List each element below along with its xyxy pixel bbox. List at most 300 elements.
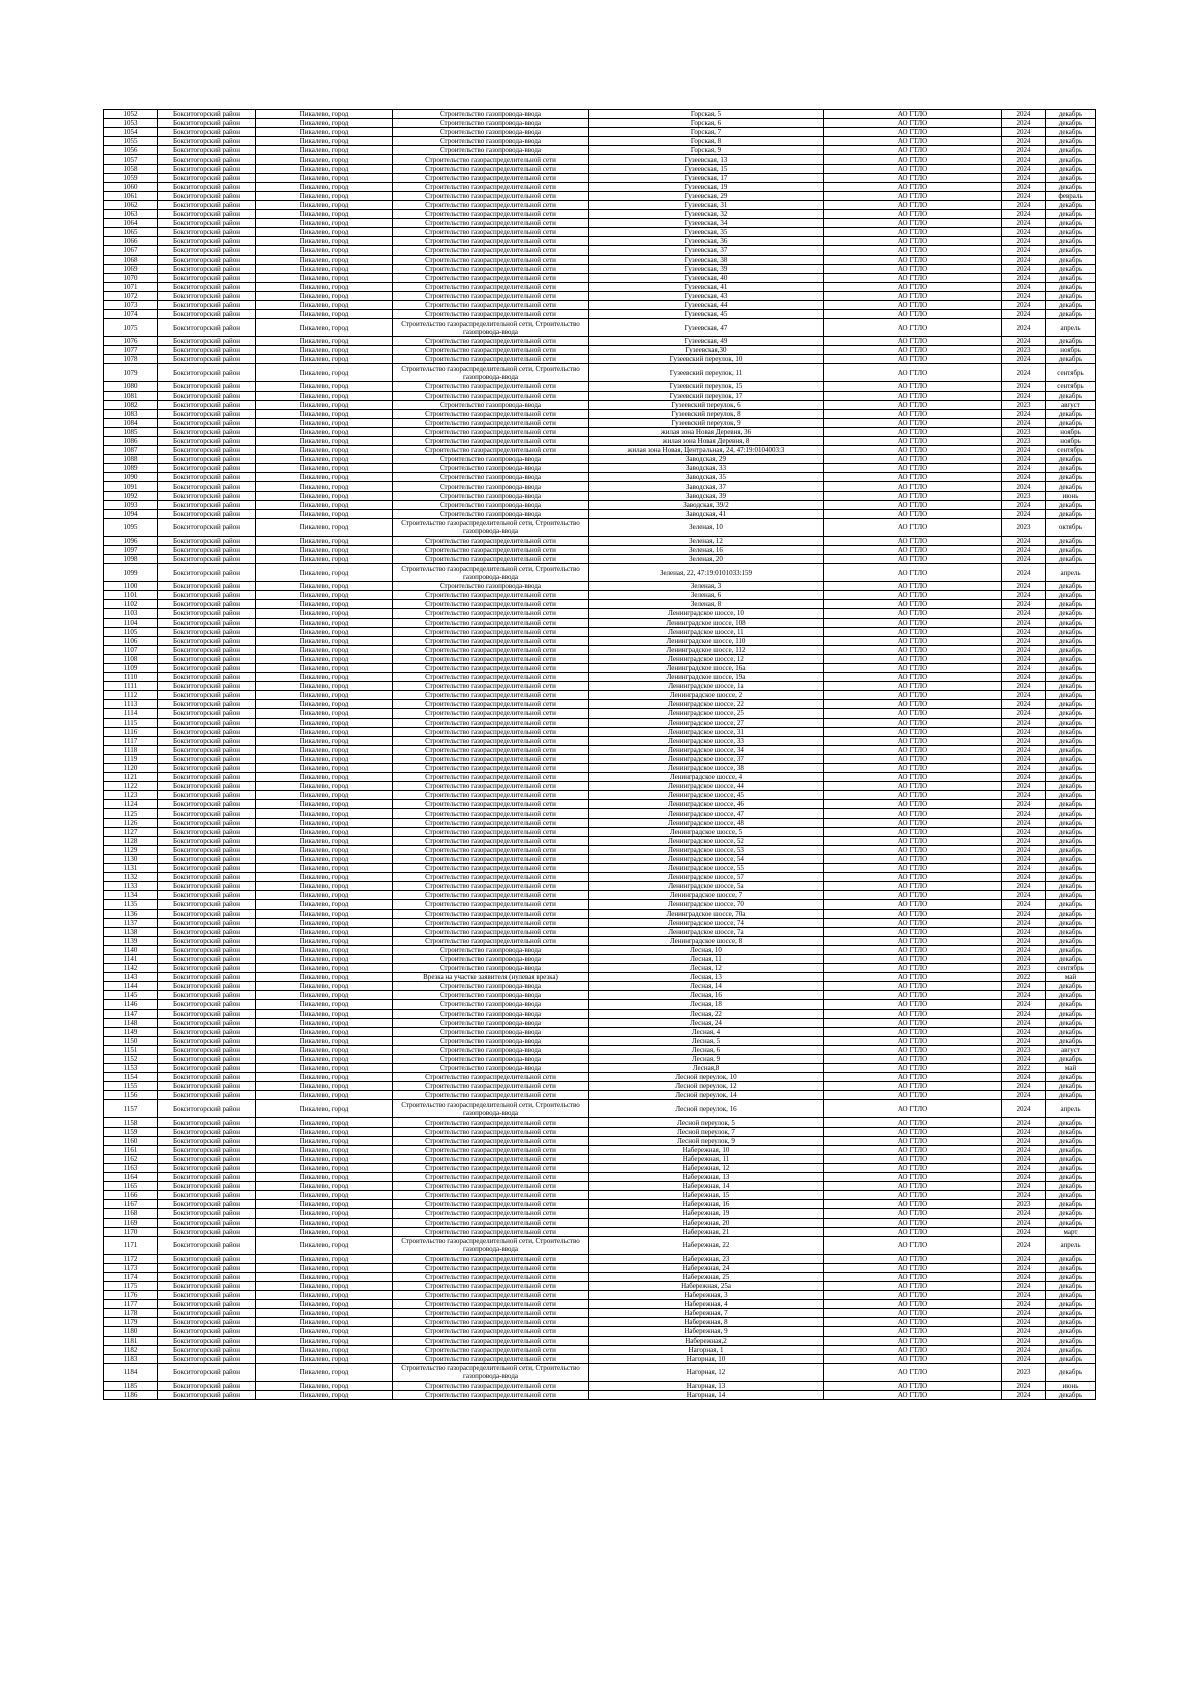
table-row	[104, 1318, 1096, 1327]
row-number-cell: 1171	[104, 1236, 158, 1254]
month-cell: декабрь	[1046, 1272, 1096, 1281]
settlement-cell: Пикалево, город	[256, 973, 393, 982]
work-type-cell: Строительство газораспределительной сети	[393, 1209, 589, 1218]
table-row	[104, 355, 1096, 364]
month-cell: декабрь	[1046, 173, 1096, 182]
address-cell: Ленинградское шоссе, 53	[589, 845, 824, 854]
year-cell: 2024	[1002, 564, 1046, 582]
district-cell: Бокситогорский район	[158, 291, 256, 300]
year-cell: 2024	[1002, 1154, 1046, 1163]
month-cell: май	[1046, 973, 1096, 982]
settlement-cell: Пикалево, город	[256, 1082, 393, 1091]
address-cell: Ленинградское шоссе, 33	[589, 736, 824, 745]
address-cell: Ленинградское шоссе, 5	[589, 827, 824, 836]
month-cell: декабрь	[1046, 591, 1096, 600]
district-cell: Бокситогорский район	[158, 491, 256, 500]
settlement-cell: Пикалево, город	[256, 1118, 393, 1127]
month-cell: ноябрь	[1046, 437, 1096, 446]
year-cell: 2024	[1002, 1118, 1046, 1127]
month-cell: декабрь	[1046, 310, 1096, 319]
row-number-cell: 1115	[104, 718, 158, 727]
work-type-cell: Строительство газопровода-ввода	[393, 455, 589, 464]
row-number-cell: 1083	[104, 409, 158, 418]
settlement-cell: Пикалево, город	[256, 773, 393, 782]
address-cell: Гузеевская, 29	[589, 191, 824, 200]
contractor-cell: АО ГТЛО	[824, 736, 1002, 745]
contractor-cell: АО ГТЛО	[824, 1281, 1002, 1290]
month-cell: декабрь	[1046, 809, 1096, 818]
table-row	[104, 782, 1096, 791]
settlement-cell: Пикалево, город	[256, 564, 393, 582]
district-cell: Бокситогорский район	[158, 337, 256, 346]
settlement-cell: Пикалево, город	[256, 1073, 393, 1082]
address-cell: Лесная, 22	[589, 1009, 824, 1018]
row-number-cell: 1133	[104, 882, 158, 891]
work-type-cell: Строительство газораспределительной сети	[393, 691, 589, 700]
settlement-cell: Пикалево, город	[256, 409, 393, 418]
month-cell: апрель	[1046, 564, 1096, 582]
table-row	[104, 155, 1096, 164]
year-cell: 2024	[1002, 691, 1046, 700]
row-number-cell: 1068	[104, 255, 158, 264]
month-cell: декабрь	[1046, 210, 1096, 219]
district-cell: Бокситогорский район	[158, 654, 256, 663]
work-type-cell: Строительство газораспределительной сети	[393, 536, 589, 545]
contractor-cell: АО ГТЛО	[824, 210, 1002, 219]
year-cell: 2024	[1002, 1227, 1046, 1236]
work-type-cell: Строительство газораспределительной сети	[393, 645, 589, 654]
address-cell: Набережная, 9	[589, 1327, 824, 1336]
work-type-cell: Строительство газораспределительной сети	[393, 663, 589, 672]
address-cell: Зеленая, 6	[589, 591, 824, 600]
address-cell: Набережная, 14	[589, 1182, 824, 1191]
district-cell: Бокситогорский район	[158, 137, 256, 146]
table-row	[104, 582, 1096, 591]
work-type-cell: Строительство газораспределительной сети	[393, 1336, 589, 1345]
year-cell: 2024	[1002, 364, 1046, 382]
contractor-cell: АО ГТЛО	[824, 500, 1002, 509]
row-number-cell: 1057	[104, 155, 158, 164]
settlement-cell: Пикалево, город	[256, 500, 393, 509]
table-row	[104, 954, 1096, 963]
table-row	[104, 1191, 1096, 1200]
district-cell: Бокситогорский район	[158, 1036, 256, 1045]
year-cell: 2024	[1002, 173, 1046, 182]
work-type-cell: Строительство газораспределительной сети	[393, 219, 589, 228]
month-cell: июнь	[1046, 1381, 1096, 1390]
month-cell: декабрь	[1046, 627, 1096, 636]
settlement-cell: Пикалево, город	[256, 382, 393, 391]
year-cell: 2024	[1002, 1082, 1046, 1091]
month-cell: декабрь	[1046, 264, 1096, 273]
district-cell: Бокситогорский район	[158, 1363, 256, 1381]
work-type-cell: Строительство газопровода-ввода	[393, 954, 589, 963]
district-cell: Бокситогорский район	[158, 391, 256, 400]
year-cell: 2024	[1002, 1381, 1046, 1390]
contractor-cell: АО ГТЛО	[824, 455, 1002, 464]
work-type-cell: Строительство газораспределительной сети	[393, 1263, 589, 1272]
contractor-cell: АО ГТЛО	[824, 591, 1002, 600]
row-number-cell: 1142	[104, 964, 158, 973]
month-cell: август	[1046, 400, 1096, 409]
row-number-cell: 1176	[104, 1291, 158, 1300]
district-cell: Бокситогорский район	[158, 155, 256, 164]
address-cell: Ленинградское шоссе, 37	[589, 754, 824, 763]
year-cell: 2022	[1002, 1064, 1046, 1073]
district-cell: Бокситогорский район	[158, 936, 256, 945]
contractor-cell: АО ГТЛО	[824, 191, 1002, 200]
contractor-cell: АО ГТЛО	[824, 1082, 1002, 1091]
row-number-cell: 1129	[104, 845, 158, 854]
district-cell: Бокситогорский район	[158, 382, 256, 391]
table-row	[104, 1354, 1096, 1363]
work-type-cell: Строительство газораспределительной сети, Строительство газопровода-ввода	[393, 564, 589, 582]
work-type-cell: Строительство газопровода-ввода	[393, 137, 589, 146]
work-type-cell: Строительство газораспределительной сети	[393, 1381, 589, 1390]
settlement-cell: Пикалево, город	[256, 600, 393, 609]
work-type-cell: Строительство газораспределительной сети	[393, 1118, 589, 1127]
contractor-cell: АО ГТЛО	[824, 255, 1002, 264]
district-cell: Бокситогорский район	[158, 1327, 256, 1336]
contractor-cell: АО ГТЛО	[824, 1381, 1002, 1390]
contractor-cell: АО ГТЛО	[824, 219, 1002, 228]
settlement-cell: Пикалево, город	[256, 1281, 393, 1290]
table-row	[104, 1218, 1096, 1227]
work-type-cell: Строительство газопровода-ввода	[393, 464, 589, 473]
month-cell: декабрь	[1046, 873, 1096, 882]
year-cell: 2024	[1002, 1272, 1046, 1281]
year-cell: 2023	[1002, 1045, 1046, 1054]
month-cell: декабрь	[1046, 791, 1096, 800]
address-cell: Ленинградское шоссе, 1а	[589, 682, 824, 691]
district-cell: Бокситогорский район	[158, 1118, 256, 1127]
settlement-cell: Пикалево, город	[256, 437, 393, 446]
month-cell: декабрь	[1046, 1191, 1096, 1200]
work-type-cell: Строительство газораспределительной сети	[393, 545, 589, 554]
address-cell: Ленинградское шоссе, 10	[589, 609, 824, 618]
row-number-cell: 1103	[104, 609, 158, 618]
month-cell: апрель	[1046, 1236, 1096, 1254]
settlement-cell: Пикалево, город	[256, 355, 393, 364]
work-type-cell: Строительство газораспределительной сети	[393, 1390, 589, 1399]
table-row	[104, 1182, 1096, 1191]
table-row	[104, 1291, 1096, 1300]
settlement-cell: Пикалево, город	[256, 1200, 393, 1209]
district-cell: Бокситогорский район	[158, 119, 256, 128]
row-number-cell: 1126	[104, 818, 158, 827]
work-type-cell: Строительство газораспределительной сети	[393, 1327, 589, 1336]
month-cell: декабрь	[1046, 582, 1096, 591]
month-cell: июнь	[1046, 491, 1096, 500]
row-number-cell: 1139	[104, 936, 158, 945]
settlement-cell: Пикалево, город	[256, 455, 393, 464]
row-number-cell: 1060	[104, 182, 158, 191]
district-cell: Бокситогорский район	[158, 827, 256, 836]
contractor-cell: АО ГТЛО	[824, 745, 1002, 754]
year-cell: 2023	[1002, 518, 1046, 536]
row-number-cell: 1098	[104, 555, 158, 564]
row-number-cell: 1136	[104, 909, 158, 918]
settlement-cell: Пикалево, город	[256, 709, 393, 718]
address-cell: Ленинградское шоссе, 25	[589, 709, 824, 718]
address-cell: Ленинградское шоссе, 70	[589, 900, 824, 909]
year-cell: 2024	[1002, 1318, 1046, 1327]
district-cell: Бокситогорский район	[158, 1018, 256, 1027]
year-cell: 2024	[1002, 818, 1046, 827]
table-row	[104, 400, 1096, 409]
year-cell: 2024	[1002, 1390, 1046, 1399]
work-type-cell: Строительство газораспределительной сети	[393, 282, 589, 291]
address-cell: Заводская, 37	[589, 482, 824, 491]
address-cell: Нагорная, 13	[589, 1381, 824, 1390]
row-number-cell: 1089	[104, 464, 158, 473]
month-cell: декабрь	[1046, 945, 1096, 954]
settlement-cell: Пикалево, город	[256, 718, 393, 727]
district-cell: Бокситогорский район	[158, 1227, 256, 1236]
table-row	[104, 1254, 1096, 1263]
contractor-cell: АО ГТЛО	[824, 854, 1002, 863]
table-row	[104, 1281, 1096, 1290]
address-cell: Заводская, 39/2	[589, 500, 824, 509]
address-cell: Зеленая, 10	[589, 518, 824, 536]
year-cell: 2024	[1002, 709, 1046, 718]
work-type-cell: Строительство газораспределительной сети	[393, 155, 589, 164]
contractor-cell: АО ГТЛО	[824, 673, 1002, 682]
year-cell: 2024	[1002, 1327, 1046, 1336]
district-cell: Бокситогорский район	[158, 1263, 256, 1272]
table-row	[104, 1173, 1096, 1182]
year-cell: 2024	[1002, 382, 1046, 391]
work-type-cell: Строительство газопровода-ввода	[393, 1018, 589, 1027]
table-row	[104, 764, 1096, 773]
district-cell: Бокситогорский район	[158, 237, 256, 246]
district-cell: Бокситогорский район	[158, 663, 256, 672]
month-cell: май	[1046, 1064, 1096, 1073]
address-cell: Лесная, 10	[589, 945, 824, 954]
month-cell: декабрь	[1046, 1073, 1096, 1082]
work-type-cell: Строительство газораспределительной сети	[393, 1272, 589, 1281]
month-cell: декабрь	[1046, 936, 1096, 945]
address-cell: Ленинградское шоссе, 19а	[589, 673, 824, 682]
work-type-cell: Врезка на участке заявителя (нулевая врезка)	[393, 973, 589, 982]
district-cell: Бокситогорский район	[158, 982, 256, 991]
district-cell: Бокситогорский район	[158, 964, 256, 973]
year-cell: 2024	[1002, 764, 1046, 773]
settlement-cell: Пикалево, город	[256, 927, 393, 936]
address-cell: Ленинградское шоссе, 57	[589, 873, 824, 882]
contractor-cell: АО ГТЛО	[824, 1354, 1002, 1363]
row-number-cell: 1091	[104, 482, 158, 491]
work-type-cell: Строительство газораспределительной сети	[393, 291, 589, 300]
table-row	[104, 1073, 1096, 1082]
contractor-cell: АО ГТЛО	[824, 382, 1002, 391]
table-row	[104, 973, 1096, 982]
year-cell: 2024	[1002, 654, 1046, 663]
settlement-cell: Пикалево, город	[256, 636, 393, 645]
work-type-cell: Строительство газораспределительной сети	[393, 891, 589, 900]
district-cell: Бокситогорский район	[158, 754, 256, 763]
district-cell: Бокситогорский район	[158, 219, 256, 228]
contractor-cell: АО ГТЛО	[824, 264, 1002, 273]
district-cell: Бокситогорский район	[158, 473, 256, 482]
address-cell: Набережная, 15	[589, 1191, 824, 1200]
table-row	[104, 791, 1096, 800]
district-cell: Бокситогорский район	[158, 1291, 256, 1300]
table-row	[104, 918, 1096, 927]
row-number-cell: 1088	[104, 455, 158, 464]
work-type-cell: Строительство газопровода-ввода	[393, 582, 589, 591]
table-row	[104, 391, 1096, 400]
settlement-cell: Пикалево, город	[256, 1191, 393, 1200]
district-cell: Бокситогорский район	[158, 1136, 256, 1145]
contractor-cell: АО ГТЛО	[824, 909, 1002, 918]
address-cell: Набережная, 3	[589, 1291, 824, 1300]
year-cell: 2024	[1002, 418, 1046, 427]
district-cell: Бокситогорский район	[158, 673, 256, 682]
settlement-cell: Пикалево, город	[256, 764, 393, 773]
month-cell: декабрь	[1046, 1118, 1096, 1127]
month-cell: декабрь	[1046, 927, 1096, 936]
table-row	[104, 418, 1096, 427]
month-cell: декабрь	[1046, 1345, 1096, 1354]
district-cell: Бокситогорский район	[158, 427, 256, 436]
work-type-cell: Строительство газораспределительной сети	[393, 736, 589, 745]
address-cell: Набережная, 23	[589, 1254, 824, 1263]
address-cell: Набережная, 20	[589, 1218, 824, 1227]
address-cell: Зеленая, 8	[589, 600, 824, 609]
contractor-cell: АО ГТЛО	[824, 1045, 1002, 1054]
settlement-cell: Пикалево, город	[256, 164, 393, 173]
year-cell: 2024	[1002, 809, 1046, 818]
table-row	[104, 200, 1096, 209]
district-cell: Бокситогорский район	[158, 1345, 256, 1354]
contractor-cell: АО ГТЛО	[824, 291, 1002, 300]
district-cell: Бокситогорский район	[158, 545, 256, 554]
contractor-cell: АО ГТЛО	[824, 246, 1002, 255]
settlement-cell: Пикалево, город	[256, 291, 393, 300]
work-type-cell: Строительство газораспределительной сети	[393, 1354, 589, 1363]
contractor-cell: АО ГТЛО	[824, 1390, 1002, 1399]
table-row	[104, 964, 1096, 973]
district-cell: Бокситогорский район	[158, 1027, 256, 1036]
district-cell: Бокситогорский район	[158, 636, 256, 645]
district-cell: Бокситогорский район	[158, 300, 256, 309]
year-cell: 2024	[1002, 473, 1046, 482]
work-type-cell: Строительство газораспределительной сети	[393, 246, 589, 255]
district-cell: Бокситогорский район	[158, 609, 256, 618]
year-cell: 2024	[1002, 954, 1046, 963]
table-row	[104, 110, 1096, 119]
row-number-cell: 1127	[104, 827, 158, 836]
settlement-cell: Пикалево, город	[256, 654, 393, 663]
year-cell: 2024	[1002, 845, 1046, 854]
work-type-cell: Строительство газораспределительной сети	[393, 1136, 589, 1145]
table-row	[104, 864, 1096, 873]
contractor-cell: АО ГТЛО	[824, 1309, 1002, 1318]
address-cell: Гузеевская, 43	[589, 291, 824, 300]
row-number-cell: 1131	[104, 864, 158, 873]
contractor-cell: АО ГТЛО	[824, 1136, 1002, 1145]
month-cell: декабрь	[1046, 1182, 1096, 1191]
work-type-cell: Строительство газопровода-ввода	[393, 110, 589, 119]
row-number-cell: 1122	[104, 782, 158, 791]
district-cell: Бокситогорский район	[158, 264, 256, 273]
row-number-cell: 1073	[104, 300, 158, 309]
work-type-cell: Строительство газораспределительной сети	[393, 745, 589, 754]
district-cell: Бокситогорский район	[158, 1055, 256, 1064]
settlement-cell: Пикалево, город	[256, 1036, 393, 1045]
year-cell: 2024	[1002, 1009, 1046, 1018]
table-row	[104, 800, 1096, 809]
month-cell: декабрь	[1046, 1354, 1096, 1363]
contractor-cell: АО ГТЛО	[824, 1272, 1002, 1281]
work-type-cell: Строительство газораспределительной сети, Строительство газопровода-ввода	[393, 1363, 589, 1381]
row-number-cell: 1107	[104, 645, 158, 654]
work-type-cell: Строительство газораспределительной сети	[393, 1154, 589, 1163]
district-cell: Бокситогорский район	[158, 864, 256, 873]
year-cell: 2024	[1002, 636, 1046, 645]
table-row	[104, 809, 1096, 818]
settlement-cell: Пикалево, город	[256, 1136, 393, 1145]
work-type-cell: Строительство газораспределительной сети	[393, 718, 589, 727]
settlement-cell: Пикалево, город	[256, 1173, 393, 1182]
year-cell: 2024	[1002, 164, 1046, 173]
table-row	[104, 219, 1096, 228]
row-number-cell: 1166	[104, 1191, 158, 1200]
row-number-cell: 1130	[104, 854, 158, 863]
contractor-cell: АО ГТЛО	[824, 773, 1002, 782]
contractor-cell: АО ГТЛО	[824, 300, 1002, 309]
work-type-cell: Строительство газораспределительной сети	[393, 228, 589, 237]
settlement-cell: Пикалево, город	[256, 1182, 393, 1191]
settlement-cell: Пикалево, город	[256, 155, 393, 164]
settlement-cell: Пикалево, город	[256, 509, 393, 518]
work-type-cell: Строительство газораспределительной сети	[393, 627, 589, 636]
contractor-cell: АО ГТЛО	[824, 1100, 1002, 1118]
row-number-cell: 1069	[104, 264, 158, 273]
address-cell: Гузеевский переулок, 10	[589, 355, 824, 364]
address-cell: Лесной переулок, 14	[589, 1091, 824, 1100]
month-cell: декабрь	[1046, 991, 1096, 1000]
year-cell: 2024	[1002, 545, 1046, 554]
work-type-cell: Строительство газораспределительной сети, Строительство газопровода-ввода	[393, 1236, 589, 1254]
table-row	[104, 618, 1096, 627]
month-cell: декабрь	[1046, 1173, 1096, 1182]
address-cell: Зеленая, 20	[589, 555, 824, 564]
district-cell: Бокситогорский район	[158, 745, 256, 754]
table-row	[104, 237, 1096, 246]
row-number-cell: 1061	[104, 191, 158, 200]
settlement-cell: Пикалево, город	[256, 627, 393, 636]
settlement-cell: Пикалево, город	[256, 346, 393, 355]
contractor-cell: АО ГТЛО	[824, 1163, 1002, 1172]
settlement-cell: Пикалево, город	[256, 1309, 393, 1318]
settlement-cell: Пикалево, город	[256, 1064, 393, 1073]
year-cell: 2024	[1002, 891, 1046, 900]
row-number-cell: 1135	[104, 900, 158, 909]
year-cell: 2024	[1002, 291, 1046, 300]
work-type-cell: Строительство газораспределительной сети	[393, 255, 589, 264]
row-number-cell: 1106	[104, 636, 158, 645]
district-cell: Бокситогорский район	[158, 173, 256, 182]
work-type-cell: Строительство газораспределительной сети	[393, 618, 589, 627]
table-row	[104, 645, 1096, 654]
district-cell: Бокситогорский район	[158, 564, 256, 582]
address-cell: Набережная, 8	[589, 1318, 824, 1327]
contractor-cell: АО ГТЛО	[824, 237, 1002, 246]
district-cell: Бокситогорский район	[158, 509, 256, 518]
district-cell: Бокситогорский район	[158, 1163, 256, 1172]
